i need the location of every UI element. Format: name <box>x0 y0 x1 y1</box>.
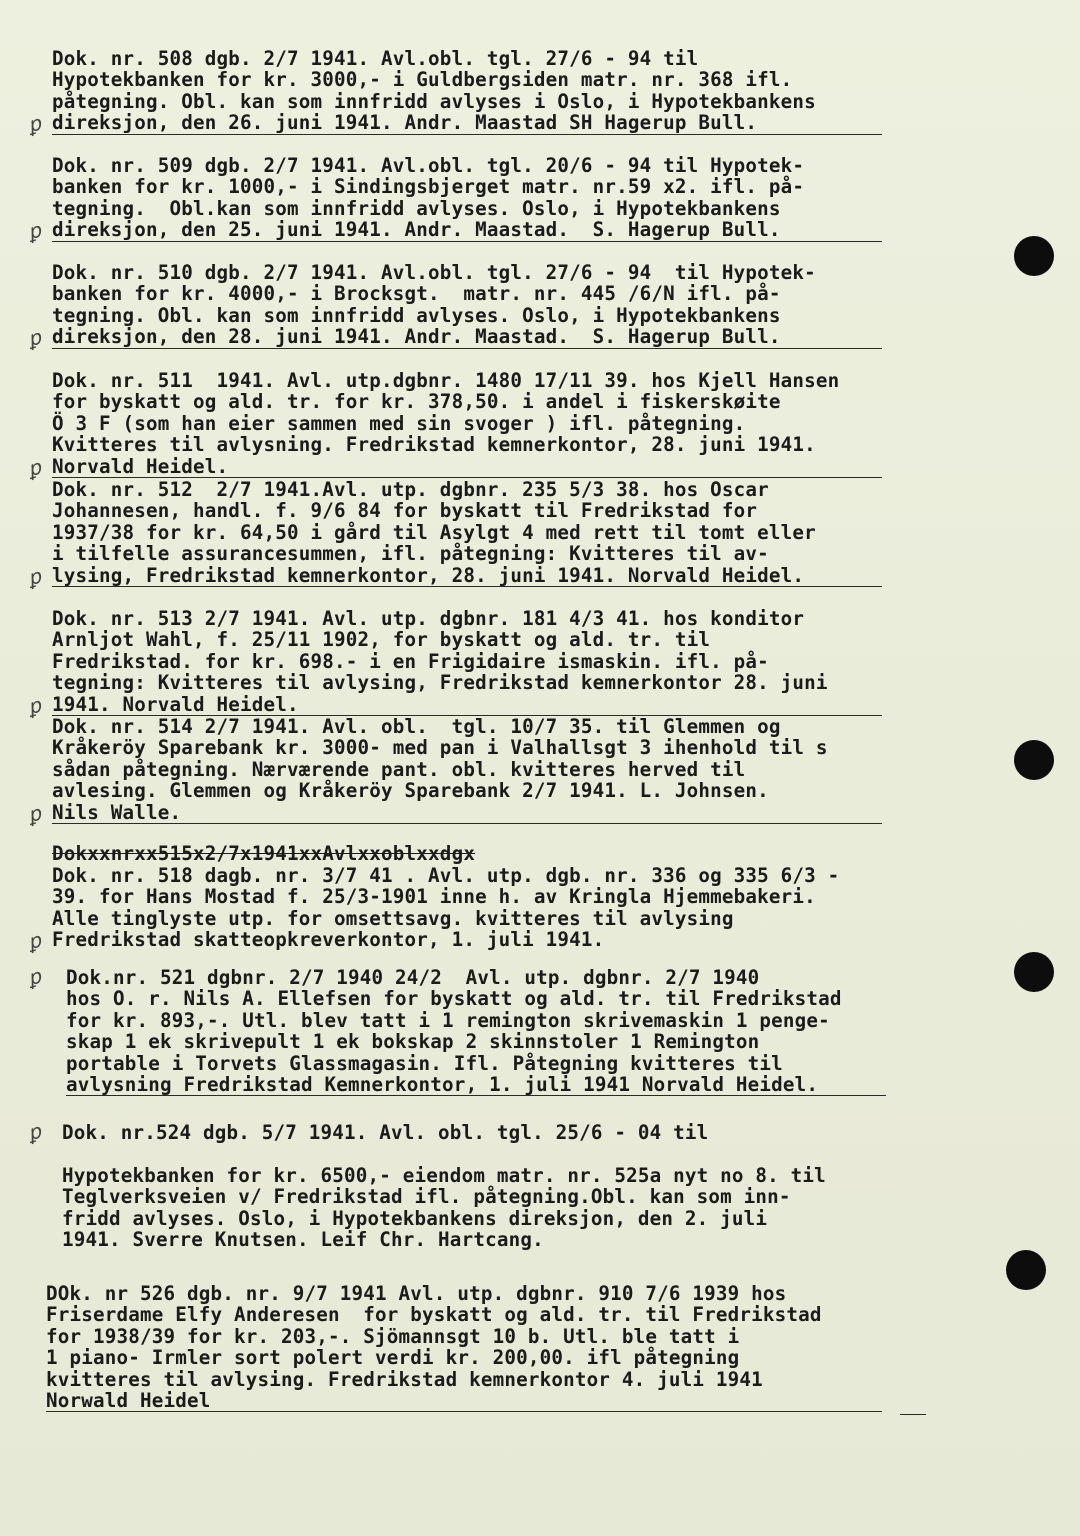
text-line: 39. for Hans Mostad f. 25/3-1901 inne h. av Kringla Hjemmebakeri. <box>52 885 816 909</box>
text-line: tegning: Kvitteres til avlysing, Fredrikstad kemnerkontor 28. juni <box>52 671 828 695</box>
entry-524 <box>62 1122 882 1250</box>
text-line: Dok. nr. 508 dgb. 2/7 1941. Avl.obl. tgl. 27/6 - 94 til <box>52 47 699 70</box>
text-line: Johannesen, handl. f. 9/6 84 for byskatt til Fredrikstad for <box>52 499 758 523</box>
text-line: direksjon, den 26. juni 1941. Andr. Maastad SH Hagerup Bull. <box>52 112 882 134</box>
text-line: fridd avlyses. Oslo, i Hypotekbankens direksjon, den 2. juli <box>62 1206 768 1230</box>
text-line: tegning. Obl. kan som innfridd avlyses. Oslo, i Hypotekbankens <box>52 303 781 327</box>
text-line: Friserdame Elfy Anderesen for byskatt og ald. tr. til Fredrikstad <box>46 1303 822 1327</box>
margin-check-mark: ꝑ <box>25 324 44 352</box>
text-line: 1941. Sverre Knutsen. Leif Chr. Hartcang. <box>62 1227 544 1251</box>
entry-526 <box>46 1283 882 1412</box>
text-line: Dok. nr. 512 2/7 1941.Avl. utp. dgbnr. 235 5/3 38. hos Oscar <box>52 478 769 501</box>
text-line: 1937/38 for kr. 64,50 i gård til Asylgt 4 med rett til tomt eller <box>52 520 816 544</box>
text-line: banken for kr. 4000,- i Brocksgt. matr. nr. 445 /6/N ifl. på- <box>52 282 781 306</box>
text-line <box>62 1143 882 1164</box>
text-line: tegning. Obl.kan som innfridd avlyses. Oslo, i Hypotekbankens <box>52 196 781 220</box>
text-line: Dok. nr. 513 2/7 1941. Avl. utp. dgbnr. 181 4/3 41. hos konditor <box>52 607 805 630</box>
text-line: for 1938/39 for kr. 203,-. Sjömannsgt 10 b. Utl. ble tatt i <box>46 1324 740 1348</box>
text-line: påtegning. Obl. kan som innfridd avlyses i Oslo, i Hypotekbankens <box>52 89 816 113</box>
text-line: Dok. nr. 509 dgb. 2/7 1941. Avl.obl. tgl. 20/6 - 94 til Hypotek- <box>52 154 805 177</box>
text-line: Arnljot Wahl, f. 25/11 1902, for byskatt og ald. tr. til <box>52 628 711 652</box>
entry-510 <box>52 262 882 349</box>
margin-check-mark: ꝑ <box>25 800 44 828</box>
text-line: avlesing. Glemmen og Kråkeröy Sparebank 2/7 1941. L. Johnsen. <box>52 779 769 803</box>
entry-518 <box>52 865 882 951</box>
text-line: banken for kr. 1000,- i Sindingsbjerget matr. nr.59 x2. ifl. på- <box>52 175 805 199</box>
margin-check-mark: ꝑ <box>25 110 44 138</box>
margin-check-mark: ꝑ <box>25 563 44 591</box>
entry-515-struck <box>52 843 882 864</box>
text-line: 1 piano- Irmler sort polert verdi kr. 200,00. ifl påtegning <box>46 1346 740 1370</box>
text-line: kvitteres til avlysing. Fredrikstad kemnerkontor 4. juli 1941 <box>46 1367 763 1391</box>
margin-check-mark: ꝑ <box>25 963 44 991</box>
entry-512 <box>52 479 882 587</box>
text-line: for byskatt og ald. tr. for kr. 378,50. i andel i fiskerskøite <box>52 390 781 414</box>
text-line: Dok. nr. 518 dagb. nr. 3/7 41 . Avl. utp. dgb. nr. 336 og 335 6/3 - <box>52 864 840 887</box>
margin-check-mark: ꝑ <box>25 927 44 955</box>
text-line: Norwald Heidel <box>46 1390 882 1412</box>
text-line: sådan påtegning. Nærværende pant. obl. kvitteres herved til <box>52 757 746 781</box>
divider-rule <box>900 1414 926 1415</box>
entry-513 <box>52 608 882 716</box>
text-line: avlysning Fredrikstad Kemnerkontor, 1. juli 1941 Norvald Heidel. <box>66 1074 886 1096</box>
text-line: i tilfelle assurancesummen, ifl. påtegning: Kvitteres til av- <box>52 542 769 566</box>
text-line: Kvitteres til avlysning. Fredrikstad kemnerkontor, 28. juni 1941. <box>52 433 816 457</box>
text-line: direksjon, den 25. juni 1941. Andr. Maastad. S. Hagerup Bull. <box>52 219 882 241</box>
text-line: Dokxxnrxx515x2/7x1941xxAvlxxoblxxdgx <box>52 842 476 865</box>
text-line: Hypotekbanken for kr. 6500,- eiendom matr. nr. 525a nyt no 8. til <box>62 1163 826 1187</box>
text-line: Fredrikstad. for kr. 698.- i en Frigidaire ismaskin. ifl. på- <box>52 649 769 673</box>
entry-511 <box>52 370 882 478</box>
punch-hole-1 <box>1014 236 1054 276</box>
text-line: portable i Torvets Glassmagasin. Ifl. Påtegning kvitteres til <box>66 1051 783 1075</box>
text-line: Fredrikstad skatteopkreverkontor, 1. juli 1941. <box>52 928 605 952</box>
entry-509 <box>52 155 882 242</box>
text-line: Teglverksveien v/ Fredrikstad ifl. påtegning.Obl. kan som inn- <box>62 1185 791 1209</box>
punch-hole-2 <box>1014 740 1054 780</box>
text-line: skap 1 ek skrivepult 1 ek bokskap 2 skinnstoler 1 Remington <box>66 1030 760 1054</box>
text-line: DOk. nr 526 dgb. nr. 9/7 1941 Avl. utp. dgbnr. 910 7/6 1939 hos <box>46 1282 787 1305</box>
margin-check-mark: ꝑ <box>25 217 44 245</box>
entry-508 <box>52 48 882 135</box>
margin-check-mark: ꝑ <box>25 1118 44 1146</box>
text-line: Nils Walle. <box>52 802 882 824</box>
text-line: Dok.nr. 521 dgbnr. 2/7 1940 24/2 Avl. utp. dgbnr. 2/7 1940 <box>66 966 760 989</box>
text-line: 1941. Norvald Heidel. <box>52 694 882 716</box>
text-line: Hypotekbanken for kr. 3000,- i Guldbergsiden matr. nr. 368 ifl. <box>52 68 793 92</box>
text-line: Dok. nr. 514 2/7 1941. Avl. obl. tgl. 10/7 35. til Glemmen og <box>52 715 781 738</box>
text-line: Norvald Heidel. <box>52 456 882 478</box>
text-line: Dok. nr. 510 dgb. 2/7 1941. Avl.obl. tgl. 27/6 - 94 til Hypotek- <box>52 261 816 284</box>
text-line: for kr. 893,-. Utl. blev tatt i 1 remington skrivemaskin 1 penge- <box>66 1008 830 1032</box>
text-line: hos O. r. Nils A. Ellefsen for byskatt og ald. tr. til Fredrikstad <box>66 987 842 1011</box>
text-line: direksjon, den 28. juni 1941. Andr. Maastad. S. Hagerup Bull. <box>52 326 882 348</box>
text-line: lysing, Fredrikstad kemnerkontor, 28. juni 1941. Norvald Heidel. <box>52 565 882 587</box>
text-line: Kråkeröy Sparebank kr. 3000- med pan i Valhallsgt 3 ihenhold til s <box>52 736 828 760</box>
text-line: Dok. nr.524 dgb. 5/7 1941. Avl. obl. tgl. 25/6 - 04 til <box>62 1121 709 1144</box>
margin-check-mark: ꝑ <box>25 454 44 482</box>
punch-hole-4 <box>1006 1250 1046 1290</box>
entry-521 <box>66 967 886 1096</box>
punch-hole-3 <box>1014 952 1054 992</box>
text-line: Ö 3 F (som han eier sammen med sin svoger ) ifl. påtegning. <box>52 411 746 435</box>
margin-check-mark: ꝑ <box>25 692 44 720</box>
text-line: Dok. nr. 511 1941. Avl. utp.dgbnr. 1480 17/11 39. hos Kjell Hansen <box>52 369 840 392</box>
text-line: Alle tinglyste utp. for omsettsavg. kvitteres til avlysing <box>52 906 734 930</box>
entry-514 <box>52 716 882 824</box>
